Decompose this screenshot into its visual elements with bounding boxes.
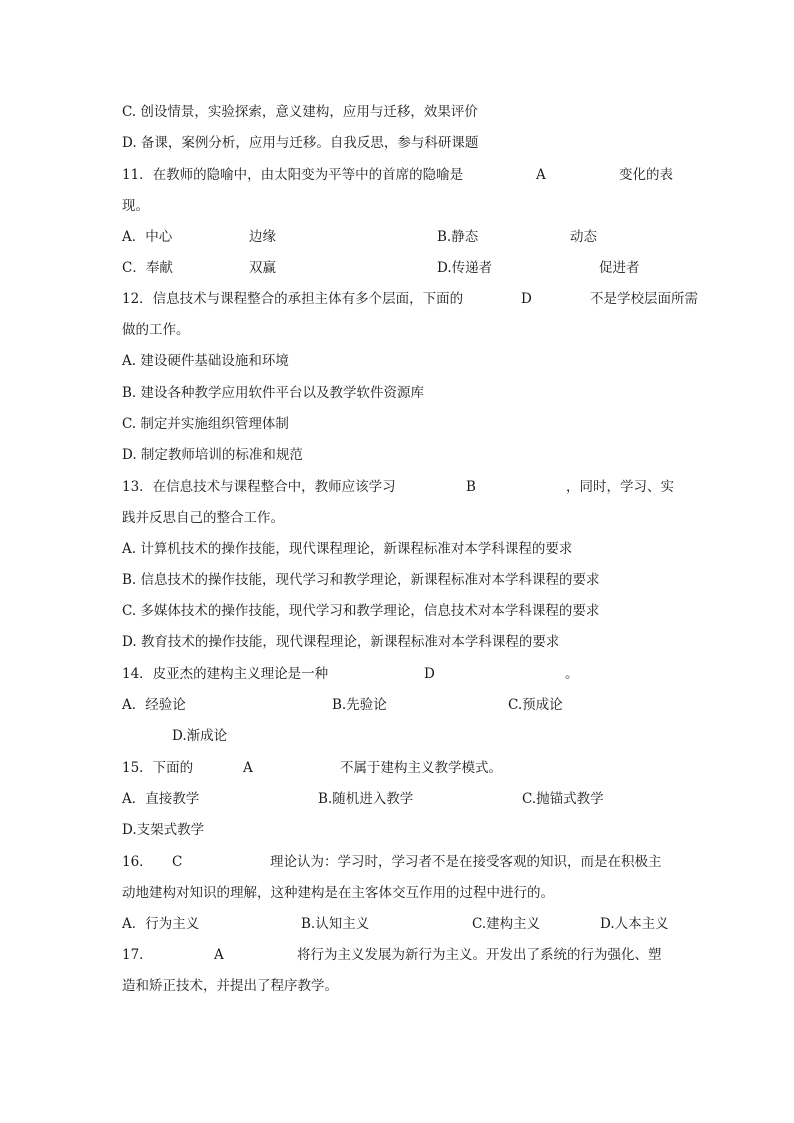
question-15-answer: A (243, 760, 253, 776)
question-14-stem: 14．皮亚杰的建构主义理论是一种 (122, 666, 329, 682)
question-11-stem-cont: 变化的表 (619, 167, 673, 183)
question-12-stem: 12．信息技术与课程整合的承担主体有多个层面，下面的 (122, 291, 464, 307)
question-15-stem-end: 不属于建构主义教学模式。 (340, 760, 502, 776)
option-c-line: C. 创设情景，实验探索，意义建构，应用与迁移，效果评价 (122, 104, 478, 120)
question-11-stem: 11．在教师的隐喻中，由太阳变为平等中的首席的隐喻是 (122, 167, 464, 183)
question-14-option-d: D.渐成论 (172, 728, 228, 744)
question-11-stem-end: 现。 (122, 198, 149, 214)
question-11-option-a: A．中心 (122, 229, 173, 245)
question-16-option-d: D.人本主义 (600, 916, 669, 932)
question-15-option-a: A．直接教学 (122, 791, 200, 807)
question-12-answer: D (521, 291, 532, 307)
question-12-option-a: A. 建设硬件基础设施和环境 (122, 353, 289, 369)
question-12-option-c: C. 制定并实施组织管理体制 (122, 416, 289, 432)
question-14-stem-end: 。 (565, 666, 579, 682)
question-15-stem: 15．下面的 (122, 760, 194, 776)
question-11-option-b: B.静态 (437, 229, 479, 245)
question-11-option-d: D.传递者 (437, 260, 493, 276)
question-13-option-c: C. 多媒体技术的操作技能，现代学习和教学理论，信息技术对本学科课程的要求 (122, 603, 600, 619)
question-17-stem: 将行为主义发展为新行为主义。开发出了系统的行为强化、塑 (297, 947, 662, 963)
question-14-option-a: A．经验论 (122, 697, 186, 713)
question-11-answer: A (536, 167, 546, 183)
question-14-option-c: C.预成论 (508, 697, 563, 713)
question-13-answer: B (466, 479, 476, 495)
question-16-stem: 理论认为：学习时，学习者不是在接受客观的知识，而是在积极主 (270, 854, 662, 870)
question-11-option-c-pair: 双赢 (249, 260, 276, 276)
question-16-option-c: C.建构主义 (472, 916, 541, 932)
question-13-stem-cont: ，同时，学习、实 (566, 479, 674, 495)
question-13-option-d: D. 教育技术的操作技能，现代课程理论，新课程标准对本学科课程的要求 (122, 634, 560, 650)
question-12-option-b: B. 建设各种教学应用软件平台以及教学软件资源库 (122, 385, 425, 401)
question-14-option-b: B.先验论 (332, 697, 387, 713)
question-11-option-c: C．奉献 (122, 260, 173, 276)
question-16-option-b: B.认知主义 (301, 916, 370, 932)
question-13-option-b: B. 信息技术的操作技能，现代学习和教学理论，新课程标准对本学科课程的要求 (122, 572, 600, 588)
question-13-option-a: A. 计算机技术的操作技能，现代课程理论，新课程标准对本学科课程的要求 (122, 541, 573, 557)
question-16-option-a: A．行为主义 (122, 916, 200, 932)
question-12-stem-cont: 不是学校层面所需 (590, 291, 698, 307)
question-12-stem-end: 做的工作。 (122, 322, 190, 338)
question-12-option-d: D. 制定教师培训的标准和规范 (122, 447, 303, 463)
question-17-number: 17． (122, 947, 153, 963)
question-17-stem-end: 造和矫正技术，并提出了程序教学。 (122, 978, 338, 994)
question-11-option-a-pair: 边缘 (249, 229, 276, 245)
question-11-option-b-pair: 动态 (570, 229, 597, 245)
question-13-stem: 13．在信息技术与课程整合中，教师应该学习 (122, 479, 396, 495)
question-15-option-d: D.支架式教学 (122, 822, 205, 838)
question-16-number: 16． (122, 854, 153, 870)
question-14-answer: D (424, 666, 435, 682)
question-16-answer: C (172, 854, 183, 870)
option-d-line: D. 备课，案例分析，应用与迁移。自我反思，参与科研课题 (122, 135, 479, 151)
question-11-option-d-pair: 促进者 (599, 260, 640, 276)
question-15-option-c: C.抛锚式教学 (522, 791, 604, 807)
question-13-stem-end: 践并反思自己的整合工作。 (122, 510, 284, 526)
question-17-answer: A (214, 947, 224, 963)
question-16-stem-end: 动地建构对知识的理解，这种建构是在主客体交互作用的过程中进行的。 (122, 885, 554, 901)
question-15-option-b: B.随机进入教学 (318, 791, 414, 807)
